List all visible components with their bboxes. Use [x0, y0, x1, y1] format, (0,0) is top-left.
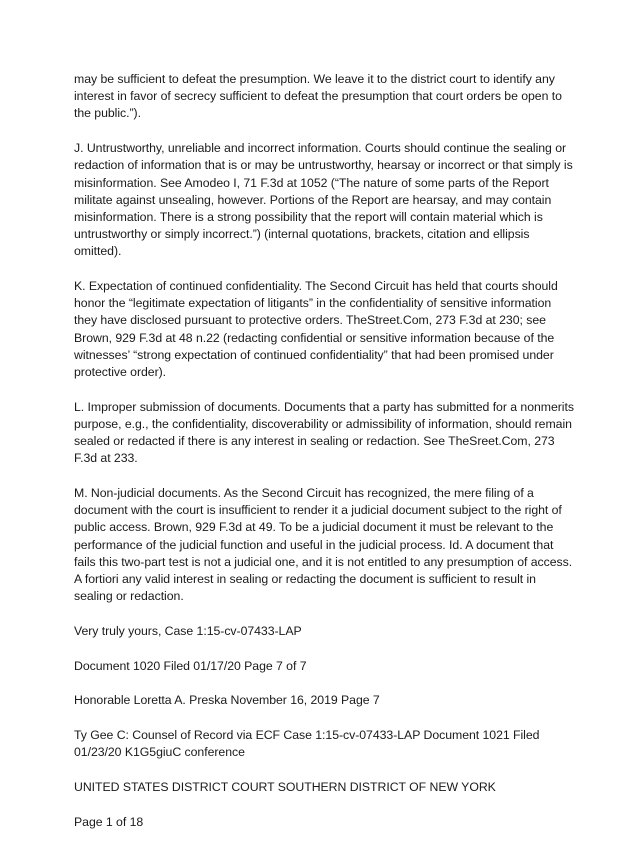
paragraph-untrustworthy-information: J. Untrustworthy, unreliable and incorrect information. Courts should continue the sealing or redaction of information that is or may be untrustworthy, hearsay or incorrect or that simply is misinformation. See Amodeo I, 71 F.3d at 1052 (“The nature of some parts of the Report militate against unsealing, however. Portions of the Report are hearsay, and may contain misinformation. There is a strong possibility that the report will contain material which is untrustworthy or simply incorrect.”) (internal quotations, brackets, citation and ellipsis omitted).	[74, 141, 573, 259]
paragraph-non-judicial-documents: M. Non-judicial documents. As the Second Circuit has recognized, the mere filing of a document with the court is insufficient to render it a judicial document subject to the right of public access. Brown, 929 F.3d at 49. To be a judicial document it must be relevant to the performance of the judicial function and useful in the judicial process. Id. A document that fails this two-part test is not a judicial one, and it is not entitled to any presumption of access. A fortiori any valid interest in sealing or redacting the document is sufficient to result in sealing or redaction.	[74, 486, 573, 604]
paragraph-improper-submission: L. Improper submission of documents. Documents that a party has submitted for a nonmerits purpose, e.g., the confidentiality, discoverability or admissibility of information, should remain sealed or redacted if there is any interest in sealing or redaction. See TheSreet.Com, 273 F.3d at 233.	[74, 399, 574, 466]
document-filed-line: Document 1020 Filed 01/17/20 Page 7 of 7	[74, 658, 307, 673]
court-heading: UNITED STATES DISTRICT COURT SOUTHERN DISTRICT OF NEW YORK	[74, 780, 496, 794]
paragraph-presumption-continued: may be sufficient to defeat the presumption. We leave it to the district court to identify any interest in favor of secrecy sufficient to defeat the presumption that court orders be open to the public.”).	[74, 72, 562, 121]
document-page	[74, 71, 574, 848]
addressee-line: Honorable Loretta A. Preska November 16, 2019 Page 7	[74, 693, 380, 708]
closing-line: Very truly yours, Case 1:15-cv-07433-LAP	[74, 623, 302, 638]
page-number: Page 1 of 18	[74, 814, 144, 829]
paragraph-expectation-confidentiality: K. Expectation of continued confidentiality. The Second Circuit has held that courts should honor the “legitimate expectation of litigants” in the confidentiality of sensitive information they have disclosed pursuant to protective orders. TheStreet.Com, 273 F.3d at 230; see Brown, 929 F.3d at 48 n.22 (redacting confidential or sensitive information because of the witnesses’ “strong expectation of continued confidentiality” that had been promised under protective order).	[74, 279, 558, 380]
signature-cc-line: Ty Gee C: Counsel of Record via ECF Case 1:15-cv-07433-LAP Document 1021 Filed 01/23/20 K1G5giuC conference	[74, 728, 540, 760]
